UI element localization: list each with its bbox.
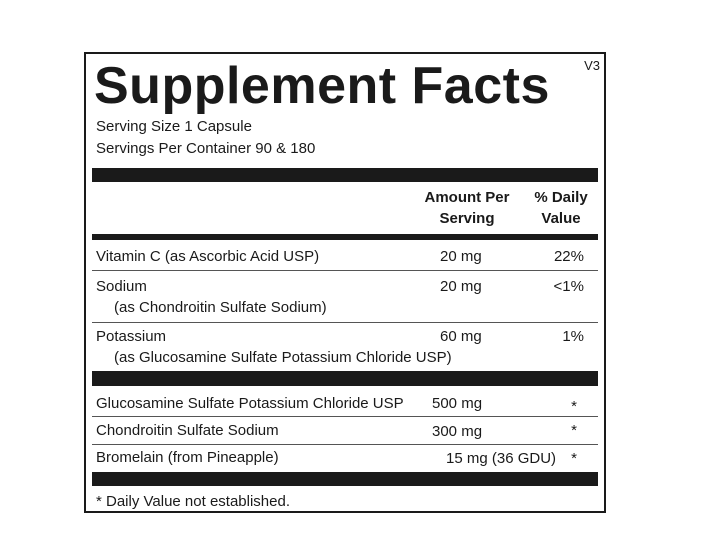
nutrient-name: Vitamin C (as Ascorbic Acid USP) [96,248,320,265]
thick-divider-top [92,168,598,182]
serving-size: Serving Size 1 Capsule [96,118,252,135]
thick-divider-bottom [92,472,598,486]
ingredient-name: Chondroitin Sulfate Sodium [96,422,279,439]
footnote: * Daily Value not established. [96,493,291,510]
nutrient-source: (as Glucosamine Sulfate Potassium Chloride USP) [114,349,452,366]
row-divider [92,416,598,417]
ingredient-amount: 300 mg [432,423,483,440]
servings-per-container: Servings Per Container 90 & 180 [96,140,316,157]
nutrient-source: (as Chondroitin Sulfate Sodium) [114,299,327,316]
ingredient-amount: 500 mg [432,395,483,412]
nutrient-amount: 20 mg [440,248,482,265]
nutrient-name: Potassium [96,328,167,345]
header-amount-per-serving: Amount Per Serving [424,189,510,227]
nutrient-daily-value: <1% [553,278,584,295]
thick-divider-header [92,234,598,240]
panel-title: Supplement Facts [94,57,550,115]
ingredient-daily-value: * [571,398,577,415]
nutrient-daily-value: 1% [562,328,584,345]
ingredient-daily-value: * [571,450,577,467]
ingredient-name: Glucosamine Sulfate Potassium Chloride USP [96,395,404,412]
nutrient-name: Sodium [96,278,147,295]
ingredient-amount: 15 mg (36 GDU) [446,450,557,467]
supplement-facts-panel [84,52,606,513]
ingredient-name: Bromelain (from Pineapple) [96,449,279,466]
nutrient-amount: 60 mg [440,328,482,345]
nutrient-amount: 20 mg [440,278,482,295]
row-divider [92,444,598,445]
row-divider [92,322,598,323]
row-divider [92,270,598,271]
ingredient-daily-value: * [571,422,577,439]
version-code: V3 [584,58,600,73]
nutrient-daily-value: 22% [553,248,584,265]
header-daily-value: % Daily Value [534,189,588,227]
thick-divider-middle [92,371,598,386]
